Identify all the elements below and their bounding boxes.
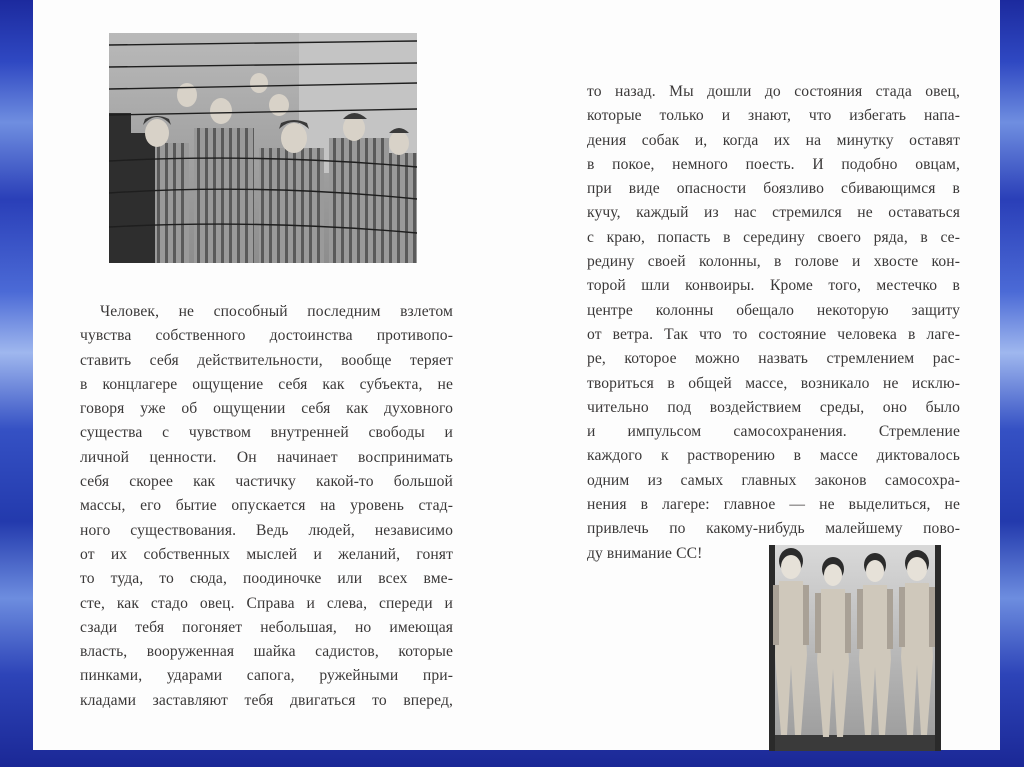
text-line: ду внимание СС! [587,544,703,562]
text-line: нения в лагере: главное — не выделиться, не [587,496,960,514]
photo-children-behind-barbed-wire [109,33,417,263]
text-line: говоря уже об ощущении себя как духовного [80,400,453,418]
text-line: от ветра. Так что то состояние человека в лаге- [587,325,960,343]
text-line: торой шли конвоиры. Кроме того, местечко в [587,277,960,295]
photo-four-children-standing [769,545,941,751]
text-line: массы, его бытие опускается на уровень стад- [80,497,453,515]
text-line: от их собственных мыслей и желаний, гонят [80,545,453,563]
text-line: себя скорее как частичку какой-то большой [80,473,453,491]
text-line: то туда, то сюда, поодиночке или всех вме- [80,570,453,588]
text-line: чувства собственного достоинства противопо- [80,327,453,345]
text-line: ного существования. Ведь людей, независимо [80,521,453,539]
text-line: в покое, немного поесть. И подобно овцам, [587,155,960,173]
text-line: ре, которое можно назвать стремлением рас- [587,350,960,368]
text-line: при виде опасности боязливо сбивающимся в [587,180,960,198]
text-line: одним из самых главных законов самосохра- [587,471,960,489]
text-line: пинками, ударами сапога, ружейными при- [80,667,453,685]
text-line: центре колонны обещало некоторую защиту [587,301,960,319]
text-line: существа с чувством внутренней свободы и [80,424,453,442]
text-line: в концлагере ощущение себя как субъекта, не [80,375,453,393]
text-line: привлечь по какому-нибудь малейшему пово- [587,520,960,538]
text-line: личной ценности. Он начинает воспринимать [80,448,453,466]
text-line: каждого к растворению в массе диктовалось [587,447,960,465]
left-text-column [80,300,453,713]
text-line: ставить себя действительности, вообще теряет [80,351,453,369]
text-line: кладами заставляют тебя двигаться то вперед, [80,691,453,709]
book-page-spread [33,0,1000,750]
text-line: редину своей колонны, в голове и хвосте кон- [587,253,960,271]
text-line: которые только и знают, что избегать напа- [587,107,960,125]
text-line: и импульсом самосохранения. Стремление [587,423,960,441]
right-text-column [587,80,960,566]
text-line: то назад. Мы дошли до состояния стада овец, [587,83,960,100]
text-line: с краю, попасть в середину своего ряда, в се- [587,228,960,246]
text-line: кучу, каждый из нас стремился не оставаться [587,204,960,222]
text-line: твориться в общей массе, возникало не исклю- [587,374,960,392]
text-line: дения собак и, когда их на минутку оставят [587,131,960,149]
text-line: сте, как стадо овец. Справа и слева, спереди и [80,594,453,612]
text-line: Человек, не способный последним взлетом [100,303,453,320]
text-line: чительно под воздействием среды, оно было [587,398,960,416]
text-line: власть, вооруженная шайка садистов, которые [80,643,453,661]
text-line: сзади тебя погоняет небольшая, но имеющая [80,618,453,636]
